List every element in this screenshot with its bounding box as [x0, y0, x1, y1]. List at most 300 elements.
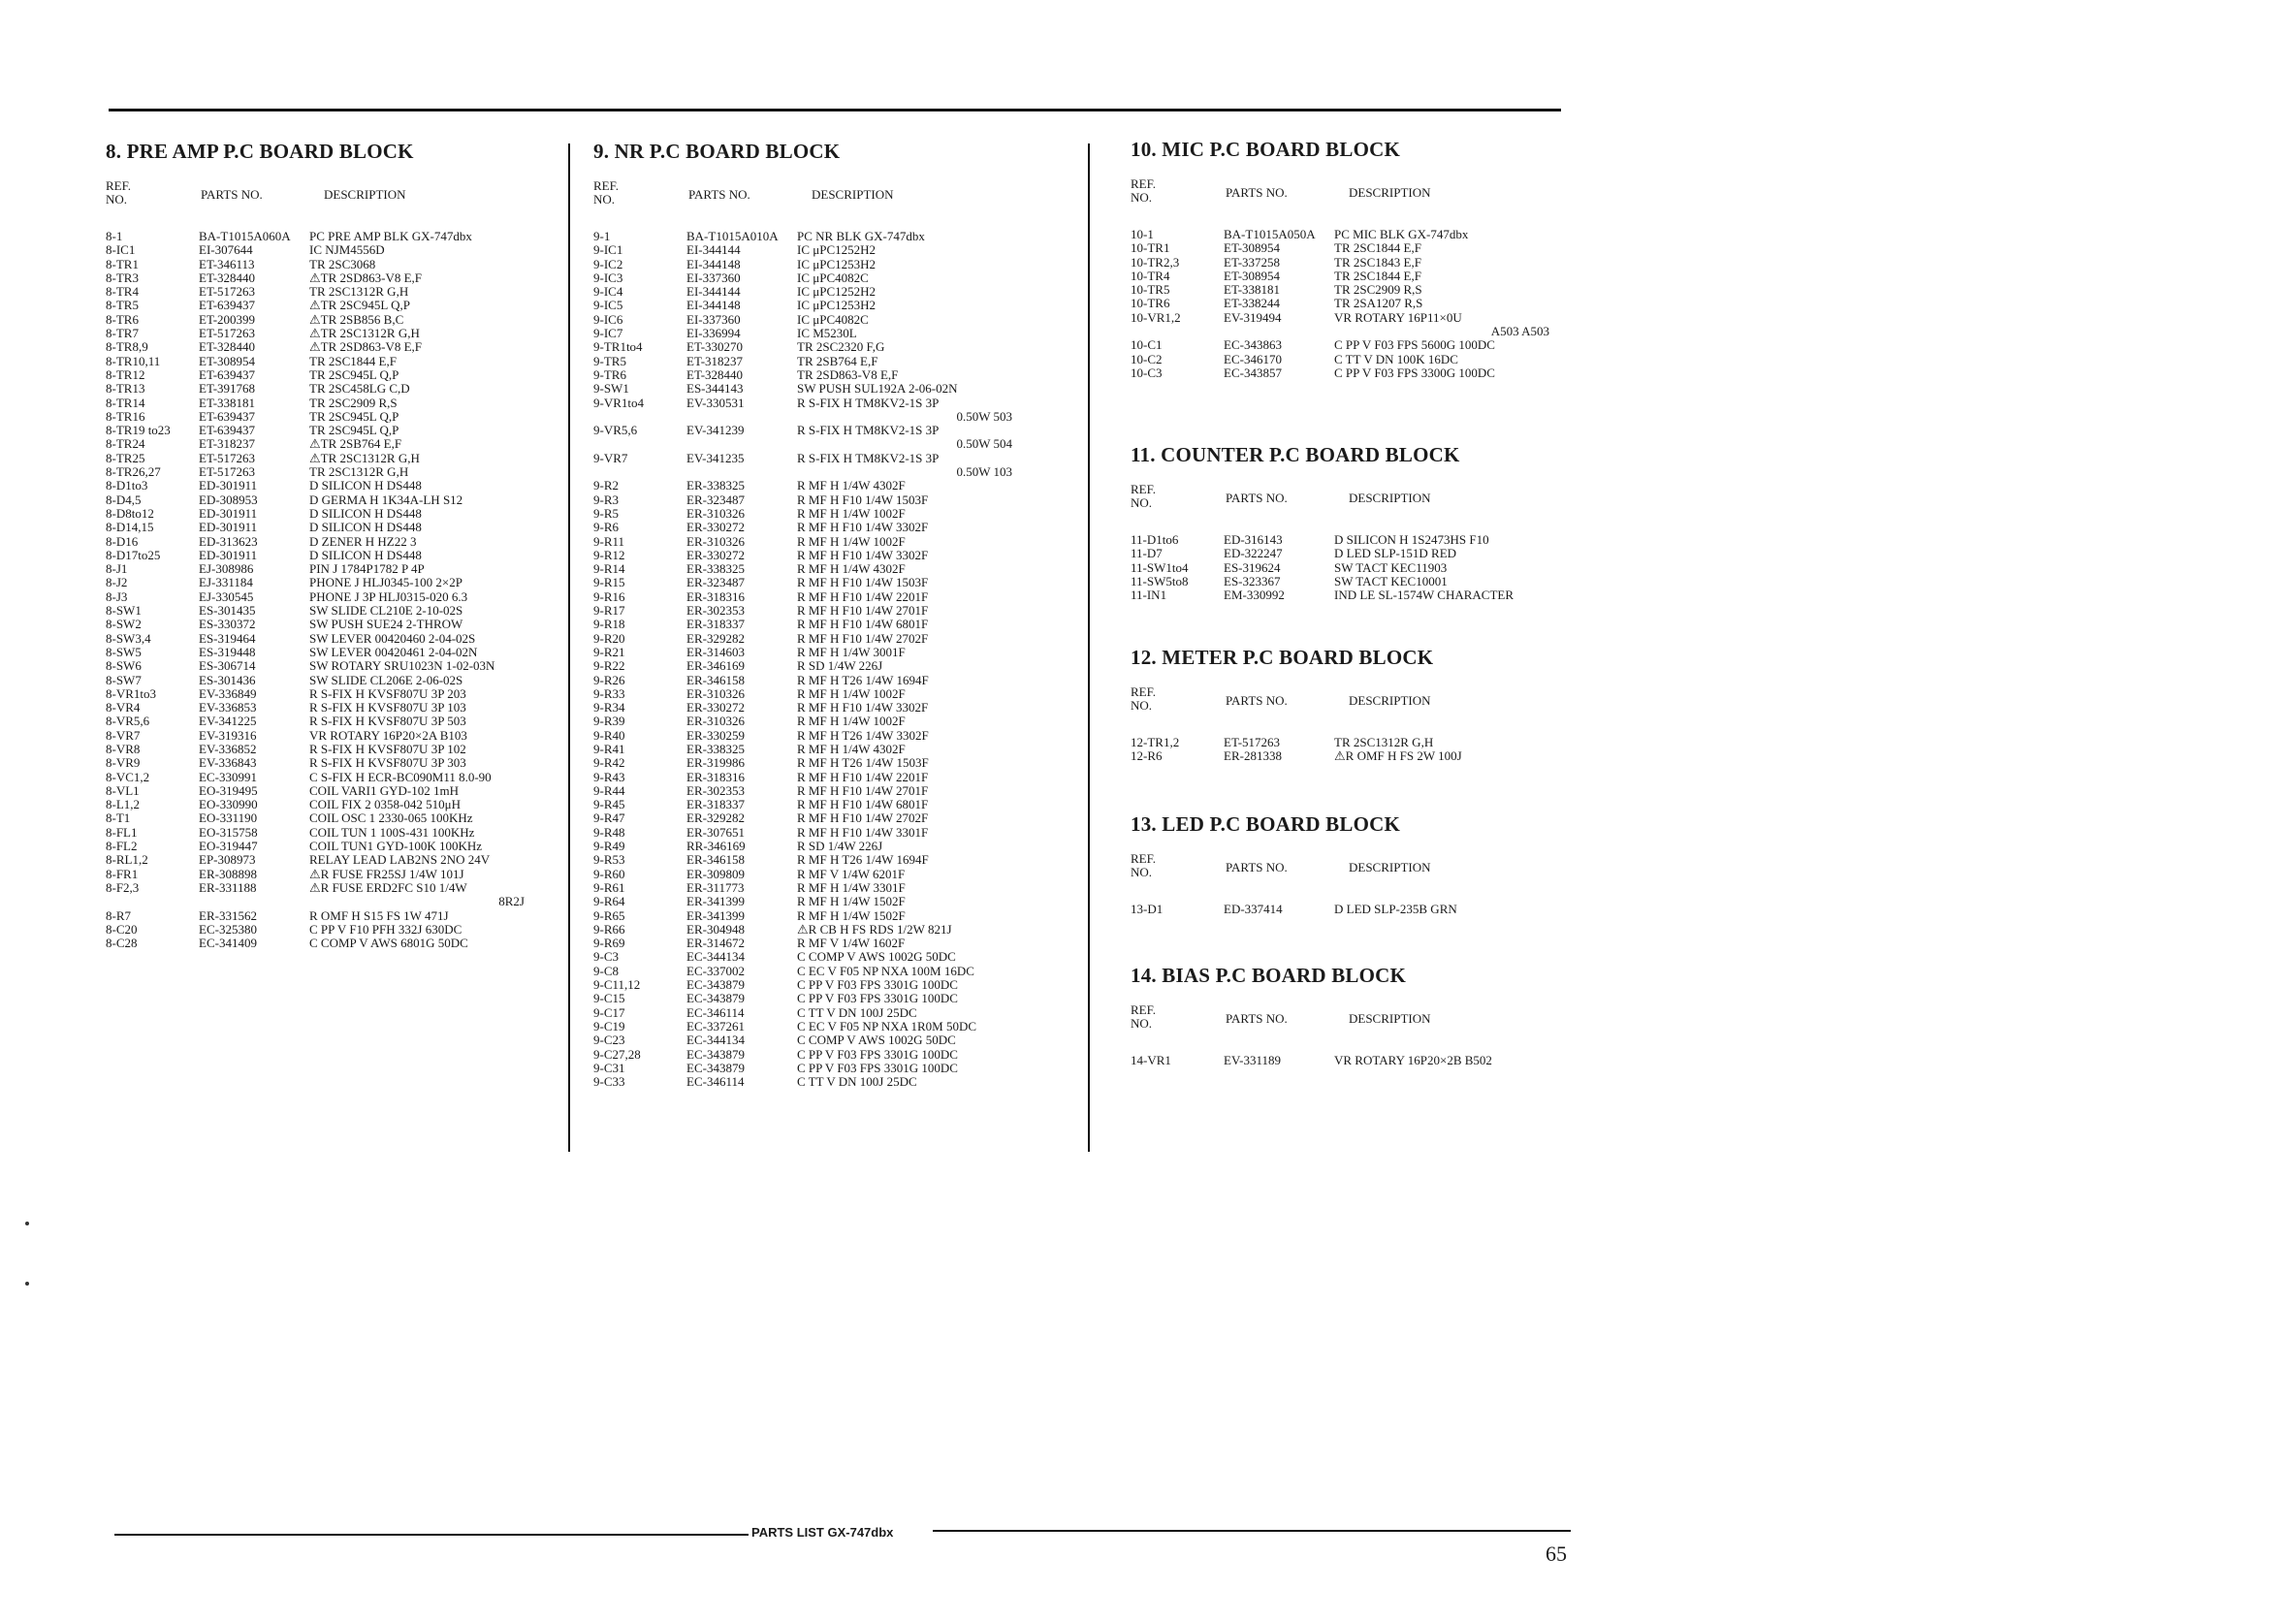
- parts-no-cell: ER-330259: [686, 727, 745, 743]
- table-row: [106, 923, 561, 937]
- table-row: [106, 299, 561, 312]
- ref-cell: 9-R16: [593, 588, 625, 604]
- description-cell: C COMP V AWS 1002G 50DC: [797, 1033, 956, 1048]
- description-cell: R MF H 1/4W 3001F: [797, 644, 906, 659]
- parts-no-cell: ED-301911: [199, 547, 258, 562]
- parts-no-cell: ER-319986: [686, 755, 745, 771]
- description-cell: 8R2J: [498, 894, 525, 909]
- table-row: [106, 840, 561, 853]
- description-cell: TR 2SC945L Q,P: [309, 366, 399, 382]
- description-cell: D SILICON H DS448: [309, 520, 422, 535]
- description-cell: R MF H T26 1/4W 1694F: [797, 852, 929, 868]
- parts-no-cell: EO-319447: [199, 839, 258, 854]
- ref-cell: 9-R40: [593, 727, 625, 743]
- table-row: [593, 1048, 1049, 1062]
- description-cell: R MF H F10 1/4W 6801F: [797, 617, 929, 632]
- ref-cell: 8-L1,2: [106, 797, 141, 812]
- ref-cell: 8-VR7: [106, 727, 141, 743]
- table-row: [593, 881, 1049, 895]
- table-row: [106, 632, 561, 646]
- description-cell: PC NR BLK GX-747dbx: [797, 229, 925, 243]
- table-row: [106, 313, 561, 327]
- table-row: [593, 771, 1049, 784]
- parts-no-cell: ES-301435: [199, 603, 256, 619]
- parts-no-cell: EC-343879: [686, 977, 745, 993]
- parts-no-cell: ES-319448: [199, 644, 256, 659]
- ref-cell: 9-1: [593, 229, 611, 243]
- parts-no-cell: EC-337261: [686, 1018, 745, 1033]
- table-row: [106, 327, 561, 340]
- parts-no-cell: EV-336852: [199, 741, 257, 756]
- parts-no-cell: RR-346169: [686, 839, 746, 854]
- description-cell: IC μPC1253H2: [797, 298, 877, 313]
- parts-no-cell: ET-338181: [1224, 282, 1281, 298]
- description-cell: TR 2SD863-V8 E,F: [797, 366, 899, 382]
- table-row: [593, 965, 1049, 978]
- ref-cell: 9-C3: [593, 949, 619, 965]
- parts-no-cell: EC-341409: [199, 936, 257, 951]
- description-cell: SW PUSH SUL192A 2-06-02N: [797, 381, 958, 397]
- description-cell: R MF H F10 1/4W 2702F: [797, 630, 929, 646]
- table-row: [593, 424, 1049, 437]
- description-cell: C PP V F03 FPS 3301G 100DC: [797, 977, 958, 993]
- ref-cell: 8-TR4: [106, 284, 139, 300]
- table-row: [1131, 749, 1586, 763]
- table-row: [593, 826, 1049, 840]
- description-cell: R MF H F10 1/4W 2702F: [797, 810, 929, 826]
- table-row: [1131, 903, 1586, 916]
- table-row: [1131, 338, 1586, 352]
- description-cell: R MF H T26 1/4W 1503F: [797, 755, 929, 771]
- ref-cell: 11-IN1: [1131, 588, 1167, 603]
- column-header-ref: REF. NO.: [1131, 684, 1157, 713]
- ref-cell: 13-D1: [1131, 902, 1164, 916]
- ref-cell: 8-D14,15: [106, 520, 154, 535]
- ref-cell: 9-R64: [593, 894, 625, 909]
- table-row: [106, 826, 561, 840]
- description-cell: R MF H F10 1/4W 3302F: [797, 520, 929, 535]
- ref-cell: 9-C17: [593, 1004, 625, 1020]
- column-header-description: DESCRIPTION: [1349, 693, 1431, 708]
- description-cell: R MF H 1/4W 1502F: [797, 894, 906, 909]
- description-cell: C COMP V AWS 1002G 50DC: [797, 949, 956, 965]
- table-row: [106, 271, 561, 285]
- description-cell: C S-FIX H ECR-BC090M11 8.0-90: [309, 769, 492, 784]
- parts-table: [1131, 228, 1586, 380]
- ref-cell: 8-SW2: [106, 617, 142, 632]
- parts-no-cell: EV-319316: [199, 727, 257, 743]
- description-cell: SW PUSH SUE24 2-THROW: [309, 617, 463, 632]
- parts-no-cell: ED-322247: [1224, 546, 1283, 561]
- ref-cell: 8-TR19 to23: [106, 423, 171, 438]
- table-row: [106, 853, 561, 867]
- table-row: [593, 576, 1049, 589]
- ref-cell: 9-C27,28: [593, 1046, 641, 1062]
- table-row: [106, 729, 561, 743]
- ref-cell: 9-SW1: [593, 381, 629, 397]
- ref-cell: 8-1: [106, 229, 123, 243]
- table-row: [106, 895, 561, 908]
- description-cell: ⚠TR 2SC1312R G,H: [309, 326, 420, 341]
- ref-cell: 8-J3: [106, 588, 128, 604]
- table-row: [593, 355, 1049, 368]
- section-led: [1131, 812, 1586, 916]
- description-cell: C PP V F03 FPS 3301G 100DC: [797, 1046, 958, 1062]
- table-row: [593, 811, 1049, 825]
- description-cell: IC μPC4082C: [797, 270, 869, 285]
- parts-no-cell: EO-315758: [199, 824, 258, 840]
- table-row: [106, 646, 561, 659]
- description-cell: TR 2SC458LG C,D: [309, 381, 410, 397]
- parts-no-cell: EO-331190: [199, 810, 258, 826]
- ref-cell: 9-C15: [593, 991, 625, 1006]
- ref-cell: 9-IC6: [593, 311, 623, 327]
- table-row: [1131, 547, 1586, 560]
- table-row: [1131, 588, 1586, 602]
- parts-no-cell: EI-337360: [686, 311, 741, 327]
- ref-cell: 12-TR1,2: [1131, 735, 1180, 749]
- table-row: [593, 521, 1049, 534]
- description-cell: COIL VARI1 GYD-102 1mH: [309, 782, 459, 798]
- table-row: [106, 576, 561, 589]
- ref-cell: 9-R69: [593, 936, 625, 951]
- ref-cell: 8-VR1to3: [106, 685, 156, 701]
- table-row: [106, 230, 561, 243]
- table-row: [593, 243, 1049, 257]
- ref-cell: 8-T1: [106, 810, 131, 826]
- table-row: [1131, 283, 1586, 297]
- table-row: [1131, 256, 1586, 270]
- column-header-parts: PARTS NO.: [1226, 491, 1288, 505]
- description-cell: R MF V 1/4W 1602F: [797, 936, 906, 951]
- parts-no-cell: EI-337360: [686, 270, 741, 285]
- parts-no-cell: ER-338325: [686, 741, 745, 756]
- table-row: [106, 604, 561, 618]
- parts-no-cell: ET-346113: [199, 256, 255, 271]
- description-cell: 0.50W 503: [956, 408, 1012, 424]
- table-row: [1131, 1054, 1586, 1067]
- column-header-ref: REF. NO.: [1131, 482, 1157, 510]
- ref-cell: 10-TR2,3: [1131, 254, 1180, 270]
- parts-no-cell: ER-302353: [686, 603, 745, 619]
- ref-cell: 8-VL1: [106, 782, 140, 798]
- table-row: [106, 798, 561, 811]
- description-cell: ⚠TR 2SD863-V8 E,F: [309, 339, 423, 355]
- parts-no-cell: ET-200399: [199, 311, 256, 327]
- table-header: [1131, 177, 1586, 210]
- description-cell: D SILICON H 1S2473HS F10: [1334, 532, 1489, 547]
- description-cell: D SILICON H DS448: [309, 547, 422, 562]
- table-row: [106, 493, 561, 507]
- ref-cell: 9-C11,12: [593, 977, 641, 993]
- table-row: [593, 590, 1049, 604]
- description-cell: C PP V F03 FPS 3301G 100DC: [797, 1060, 958, 1075]
- table-row: [1131, 366, 1586, 380]
- description-cell: IC μPC4082C: [797, 311, 869, 327]
- description-cell: C TT V DN 100K 16DC: [1334, 351, 1458, 366]
- table-row: [593, 895, 1049, 908]
- section-pre-amp: [106, 140, 561, 950]
- parts-no-cell: EI-344144: [686, 242, 741, 258]
- parts-no-cell: EJ-330545: [199, 588, 254, 604]
- description-cell: TR 2SC3068: [309, 256, 376, 271]
- table-row: [593, 313, 1049, 327]
- table-row: [593, 798, 1049, 811]
- parts-no-cell: EC-337002: [686, 963, 745, 978]
- section-title: 11. COUNTER P.C BOARD BLOCK: [1131, 443, 1460, 466]
- parts-no-cell: EV-341239: [686, 423, 745, 438]
- parts-no-cell: EV-336849: [199, 685, 257, 701]
- table-row: [106, 479, 561, 493]
- table-row: [106, 868, 561, 881]
- ref-cell: 9-R33: [593, 685, 625, 701]
- table-row: [593, 784, 1049, 798]
- table-header: [1131, 483, 1586, 516]
- parts-no-cell: EC-330991: [199, 769, 257, 784]
- footer-rule-left: [114, 1534, 749, 1536]
- parts-no-cell: BA-T1015A060A: [199, 229, 291, 243]
- parts-no-cell: ET-517263: [1224, 735, 1281, 749]
- ref-cell: 8-TR6: [106, 311, 139, 327]
- description-cell: ⚠R CB H FS RDS 1/2W 821J: [797, 921, 952, 937]
- parts-no-cell: ES-319464: [199, 630, 256, 646]
- page-number: 65: [1546, 1542, 1567, 1566]
- description-cell: SW LEVER 00420461 2-04-02N: [309, 644, 478, 659]
- parts-no-cell: EC-343879: [686, 991, 745, 1006]
- parts-no-cell: EI-307644: [199, 242, 253, 258]
- parts-no-cell: ER-304948: [686, 921, 745, 937]
- parts-no-cell: ET-308954: [199, 353, 256, 368]
- ref-cell: 9-IC1: [593, 242, 623, 258]
- parts-no-cell: ES-330372: [199, 617, 256, 632]
- parts-no-cell: BA-T1015A050A: [1224, 227, 1316, 241]
- table-row: [593, 271, 1049, 285]
- parts-no-cell: ES-344143: [686, 381, 744, 397]
- parts-no-cell: ER-310326: [686, 685, 745, 701]
- table-row: [593, 340, 1049, 354]
- description-cell: IC M5230L: [797, 326, 857, 341]
- table-row: [106, 340, 561, 354]
- table-row: [593, 701, 1049, 715]
- table-row: [593, 923, 1049, 937]
- table-row: [593, 299, 1049, 312]
- parts-no-cell: ER-318316: [686, 588, 745, 604]
- parts-no-cell: ES-323367: [1224, 573, 1281, 588]
- ref-cell: 9-IC2: [593, 256, 623, 271]
- column-divider-right: [1088, 143, 1090, 1152]
- description-cell: C PP V F03 FPS 3301G 100DC: [797, 991, 958, 1006]
- description-cell: PHONE J HLJ0345-100 2×2P: [309, 575, 462, 590]
- section-mic: [1131, 138, 1586, 380]
- description-cell: TR 2SC1844 E,F: [1334, 268, 1421, 283]
- parts-no-cell: ET-328440: [199, 270, 256, 285]
- parts-no-cell: EV-341225: [199, 714, 257, 729]
- table-row: [106, 743, 561, 756]
- table-row: [106, 701, 561, 715]
- table-row: [1131, 353, 1586, 366]
- table-row: [593, 230, 1049, 243]
- description-cell: VR ROTARY 16P20×2A B103: [309, 727, 467, 743]
- description-cell: R MF H F10 1/4W 1503F: [797, 492, 929, 507]
- description-cell: ⚠R FUSE FR25SJ 1/4W 101J: [309, 866, 464, 881]
- table-row: [593, 868, 1049, 881]
- column-header-description: DESCRIPTION: [1349, 185, 1431, 200]
- parts-no-cell: ET-338244: [1224, 296, 1281, 311]
- parts-no-cell: EM-330992: [1224, 588, 1285, 603]
- ref-cell: 10-C1: [1131, 337, 1163, 353]
- description-cell: COIL FIX 2 0358-042 510μH: [309, 797, 461, 812]
- parts-no-cell: ER-307651: [686, 824, 745, 840]
- parts-no-cell: ER-329282: [686, 810, 745, 826]
- table-row: [593, 562, 1049, 576]
- ref-cell: 11-D7: [1131, 546, 1163, 561]
- description-cell: TR 2SC2909 R,S: [1334, 282, 1422, 298]
- ref-cell: 8-TR8,9: [106, 339, 148, 355]
- parts-no-cell: EI-344144: [686, 284, 741, 300]
- description-cell: TR 2SC1844 E,F: [309, 353, 397, 368]
- parts-no-cell: ED-337414: [1224, 902, 1283, 916]
- parts-no-cell: ET-328440: [686, 366, 744, 382]
- table-row: [106, 549, 561, 562]
- section-counter: [1131, 443, 1586, 602]
- parts-table: [593, 230, 1049, 1089]
- ref-cell: 8-VR9: [106, 755, 141, 771]
- parts-no-cell: ER-338325: [686, 561, 745, 577]
- table-row: [106, 937, 561, 950]
- parts-no-cell: ET-639437: [199, 298, 256, 313]
- ref-cell: 9-R11: [593, 533, 625, 549]
- parts-no-cell: ET-391768: [199, 381, 256, 397]
- ref-cell: 9-C33: [593, 1074, 625, 1090]
- description-cell: RELAY LEAD LAB2NS 2NO 24V: [309, 852, 491, 868]
- description-cell: TR 2SC945L Q,P: [309, 408, 399, 424]
- column-header-ref: REF. NO.: [1131, 176, 1157, 205]
- ref-cell: 9-VR5,6: [593, 423, 638, 438]
- ref-cell: 11-D1to6: [1131, 532, 1179, 547]
- parts-no-cell: ER-346158: [686, 672, 745, 687]
- description-cell: R MF H F10 1/4W 1503F: [797, 575, 929, 590]
- parts-no-cell: EV-336853: [199, 700, 257, 715]
- table-row: [106, 465, 561, 479]
- ref-cell: 9-R6: [593, 520, 619, 535]
- table-row: [593, 978, 1049, 992]
- ref-cell: 10-C2: [1131, 351, 1163, 366]
- ref-cell: 9-C19: [593, 1018, 625, 1033]
- table-row: [593, 1006, 1049, 1020]
- parts-no-cell: ET-308954: [1224, 240, 1281, 256]
- table-row: [1131, 561, 1586, 575]
- ref-cell: 8-J2: [106, 575, 128, 590]
- description-cell: R S-FIX H KVSF807U 3P 103: [309, 700, 466, 715]
- column-header-ref: REF. NO.: [1131, 1002, 1157, 1031]
- parts-no-cell: EC-343863: [1224, 337, 1282, 353]
- table-row: [106, 771, 561, 784]
- parts-no-cell: ER-331188: [199, 879, 257, 895]
- table-row: [593, 729, 1049, 743]
- parts-no-cell: ED-316143: [1224, 532, 1283, 547]
- table-row: [593, 853, 1049, 867]
- footer-rule-right: [933, 1530, 1571, 1532]
- ref-cell: 9-R66: [593, 921, 625, 937]
- description-cell: SW ROTARY SRU1023N 1-02-03N: [309, 658, 495, 674]
- parts-no-cell: EC-343879: [686, 1046, 745, 1062]
- parts-no-cell: ER-341399: [686, 907, 745, 923]
- description-cell: IC μPC1252H2: [797, 242, 877, 258]
- description-cell: C PP V F03 FPS 5600G 100DC: [1334, 337, 1495, 353]
- parts-no-cell: ER-308898: [199, 866, 257, 881]
- parts-no-cell: ET-517263: [199, 284, 256, 300]
- description-cell: R S-FIX H KVSF807U 3P 203: [309, 685, 466, 701]
- table-row: [106, 424, 561, 437]
- parts-no-cell: EC-346114: [686, 1074, 745, 1090]
- ref-cell: 8-RL1,2: [106, 852, 148, 868]
- ref-cell: 8-TR24: [106, 436, 145, 452]
- ref-cell: 8-C20: [106, 921, 138, 937]
- parts-no-cell: ET-318237: [199, 436, 256, 452]
- description-cell: R MF H F10 1/4W 2201F: [797, 769, 929, 784]
- ref-cell: 9-R49: [593, 839, 625, 854]
- column-header-parts: PARTS NO.: [688, 187, 750, 202]
- table-row: [593, 452, 1049, 465]
- parts-no-cell: ER-341399: [686, 894, 745, 909]
- parts-no-cell: EC-344134: [686, 1033, 745, 1048]
- description-cell: IND LE SL-1574W CHARACTER: [1334, 588, 1515, 603]
- ref-cell: 8-FR1: [106, 866, 139, 881]
- table-header: [593, 179, 1049, 212]
- column-header-parts: PARTS NO.: [1226, 1011, 1288, 1026]
- description-cell: SW TACT KEC10001: [1334, 573, 1448, 588]
- description-cell: R MF H 1/4W 4302F: [797, 741, 906, 756]
- description-cell: D ZENER H HZ22 3: [309, 533, 417, 549]
- parts-no-cell: ES-301436: [199, 672, 256, 687]
- column-header-description: DESCRIPTION: [1349, 1011, 1431, 1026]
- ref-cell: 9-C8: [593, 963, 619, 978]
- parts-no-cell: ET-308954: [1224, 268, 1281, 283]
- ref-cell: 9-VR7: [593, 450, 628, 465]
- table-row: [593, 437, 1049, 451]
- ref-cell: 11-SW5to8: [1131, 573, 1189, 588]
- parts-no-cell: ET-337258: [1224, 254, 1281, 270]
- ref-cell: 8-TR10,11: [106, 353, 161, 368]
- description-cell: IC μPC1253H2: [797, 256, 877, 271]
- ref-cell: 10-TR5: [1131, 282, 1170, 298]
- parts-no-cell: ER-323487: [686, 575, 745, 590]
- table-row: [106, 618, 561, 631]
- section-bias: [1131, 964, 1586, 1067]
- table-row: [106, 811, 561, 825]
- description-cell: PIN J 1784P1782 P 4P: [309, 561, 425, 577]
- parts-no-cell: ED-301911: [199, 505, 258, 521]
- table-row: [106, 562, 561, 576]
- table-row: [106, 784, 561, 798]
- ref-cell: 8-TR26,27: [106, 464, 161, 480]
- table-row: [593, 258, 1049, 271]
- parts-no-cell: ER-309809: [686, 866, 745, 881]
- parts-no-cell: ER-330272: [686, 520, 745, 535]
- description-cell: R SD 1/4W 226J: [797, 658, 883, 674]
- description-cell: ⚠TR 2SB764 E,F: [309, 436, 402, 452]
- description-cell: C EC V F05 NP NXA 1R0M 50DC: [797, 1018, 977, 1033]
- description-cell: R S-FIX H TM8KV2-1S 3P: [797, 395, 940, 410]
- parts-no-cell: ET-330270: [686, 339, 744, 355]
- ref-cell: 9-C31: [593, 1060, 625, 1075]
- description-cell: R MF H F10 1/4W 2701F: [797, 782, 929, 798]
- description-cell: PC PRE AMP BLK GX-747dbx: [309, 229, 472, 243]
- parts-no-cell: EC-343879: [686, 1060, 745, 1075]
- ref-cell: 8-VC1,2: [106, 769, 150, 784]
- table-row: [106, 715, 561, 728]
- description-cell: ⚠TR 2SB856 B,C: [309, 311, 404, 327]
